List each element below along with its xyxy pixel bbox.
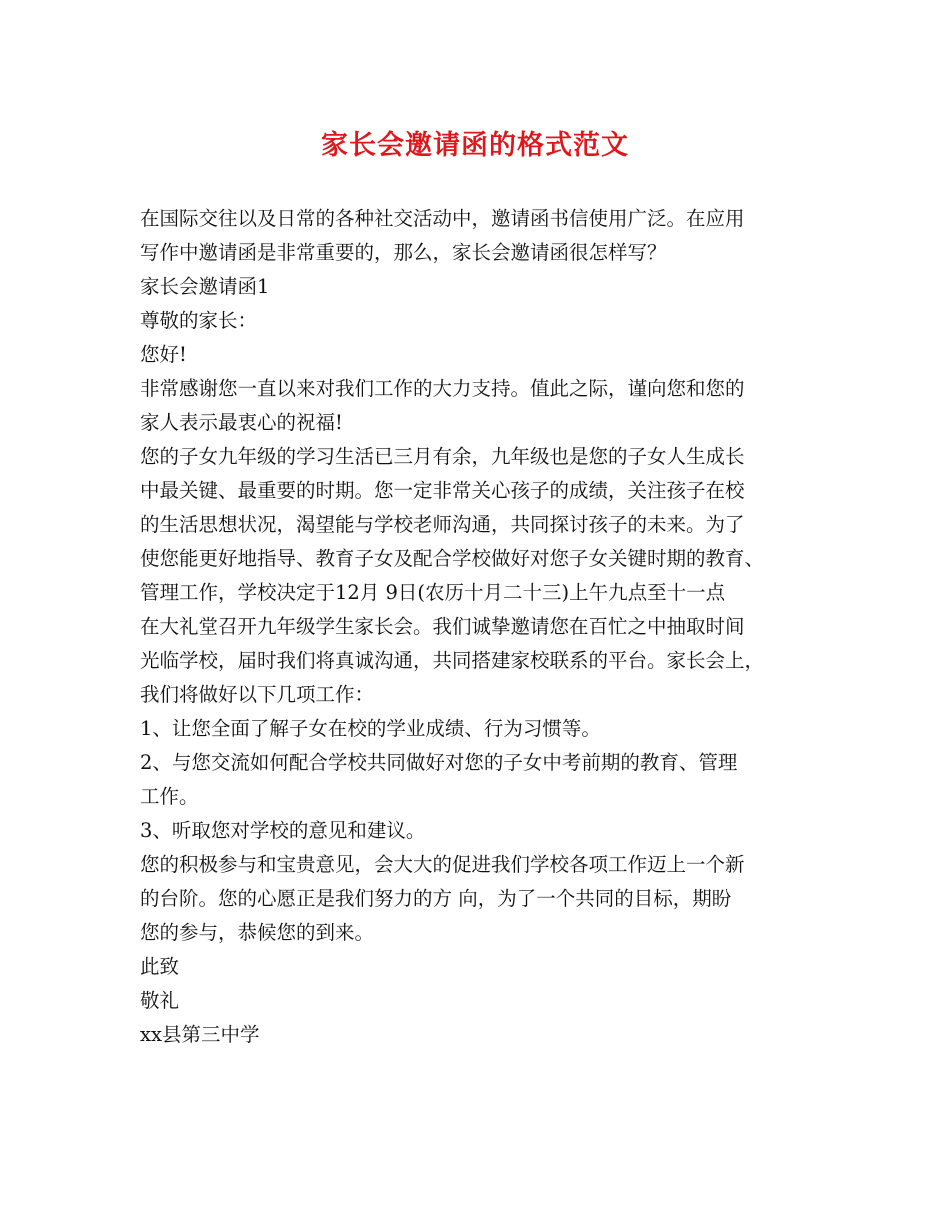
closing-regards: 敬礼	[140, 989, 180, 1012]
paragraph-line: 的生活思想状况，渴望能与学校老师沟通，共同探讨孩子的未来。为了	[140, 513, 745, 536]
salutation: 尊敬的家长：	[140, 309, 258, 332]
paragraph-line: 在国际交往以及日常的各种社交活动中，邀请函书信使用广泛。在应用	[140, 207, 745, 230]
list-item: 3、听取您对学校的意见和建议。	[140, 819, 426, 842]
list-item-continuation: 工作。	[140, 785, 199, 808]
signature-organization: xx县第三中学	[140, 1023, 260, 1046]
document-title: 家长会邀请函的格式范文	[321, 130, 629, 161]
paragraph-line: 使您能更好地指导、教育子女及配合学校做好对您子女关键时期的教育、	[140, 547, 765, 570]
paragraph-line: 非常感谢您一直以来对我们工作的大力支持。值此之际，谨向您和您的	[140, 377, 745, 400]
invitation-heading: 家长会邀请函1	[140, 275, 270, 298]
paragraph-line: 写作中邀请函是非常重要的，那么，家长会邀请函很怎样写？	[140, 241, 667, 264]
paragraph-line: 中最关键、最重要的时期。您一定非常关心孩子的成绩，关注孩子在校	[140, 479, 745, 502]
paragraph-line: 您的积极参与和宝贵意见，会大大的促进我们学校各项工作迈上一个新	[140, 853, 745, 876]
paragraph-line: 光临学校，届时我们将真诚沟通，共同搭建家校联系的平台。家长会上，	[140, 649, 765, 672]
paragraph-line: 的台阶。您的心愿正是我们努力的方 向，为了一个共同的目标，期盼	[140, 887, 732, 910]
paragraph-line: 家人表示最衷心的祝福!	[140, 411, 343, 434]
document-body	[140, 202, 820, 1052]
list-item: 1、让您全面了解子女在校的学业成绩、行为习惯等。	[140, 717, 601, 740]
paragraph-line: 在大礼堂召开九年级学生家长会。我们诚挚邀请您在百忙之中抽取时间	[140, 615, 745, 638]
list-item: 2、与您交流如何配合学校共同做好对您的子女中考前期的教育、管理	[140, 751, 738, 774]
paragraph-line: 管理工作，学校决定于12月 9日(农历十月二十三)上午九点至十一点	[140, 581, 726, 604]
closing-line: 此致	[140, 955, 180, 978]
greeting: 您好!	[140, 343, 187, 366]
paragraph-line: 您的子女九年级的学习生活已三月有余，九年级也是您的子女人生成长	[140, 445, 745, 468]
paragraph-line: 我们将做好以下几项工作：	[140, 683, 375, 706]
paragraph-line: 您的参与，恭候您的到来。	[140, 921, 375, 944]
